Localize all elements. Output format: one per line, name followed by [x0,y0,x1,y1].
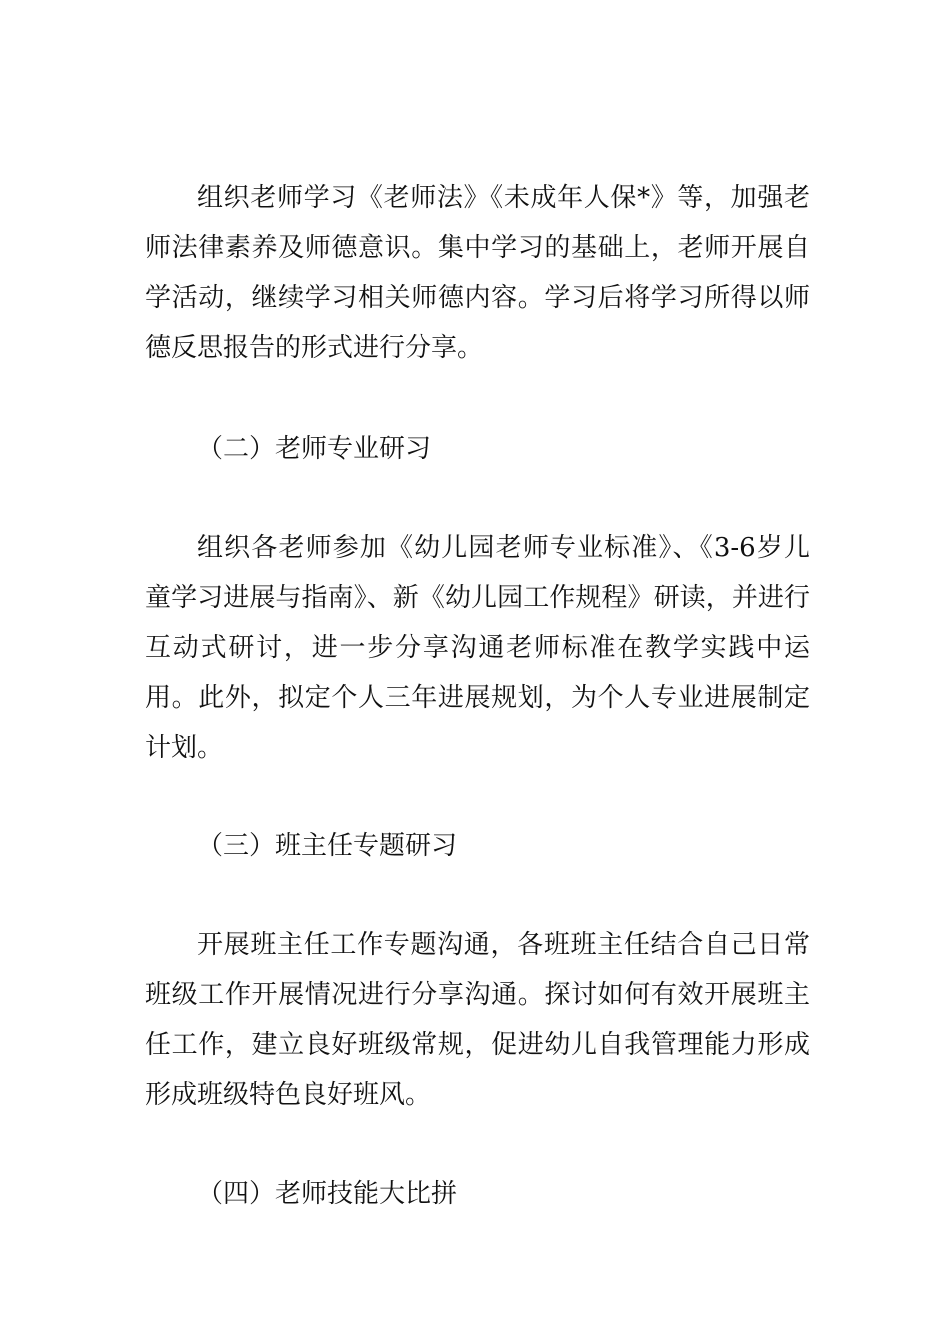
section-heading-head-teacher-study: （三）班主任专题研习 [197,831,458,861]
paragraph-professional-standards: 组织各老师参加《幼儿园老师专业标准》、《3-6岁儿童学习进展与指南》、新《幼儿园工作规程》研读，并进行互动式研讨，进一步分享沟通老师标准在教学实践中运用。此外，拟定个人三年进展规划，为个人专业进展制定计划。 [145,533,810,763]
paragraph-head-teacher-communication: 开展班主任工作专题沟通，各班班主任结合自己日常班级工作开展情况进行分享沟通。探讨如何有效开展班主任工作，建立良好班级常规，促进幼儿自我管理能力形成形成班级特色良好班风。 [145,930,810,1110]
section-heading-professional-study: （二）老师专业研习 [197,434,432,464]
section-heading-skills-contest: （四）老师技能大比拼 [197,1179,458,1209]
paragraph-teacher-law-study: 组织老师学习《老师法》《未成年人保*》等，加强老师法律素养及师德意识。集中学习的基础上，老师开展自学活动，继续学习相关师德内容。学习后将学习所得以师德反思报告的形式进行分享。 [145,183,810,363]
